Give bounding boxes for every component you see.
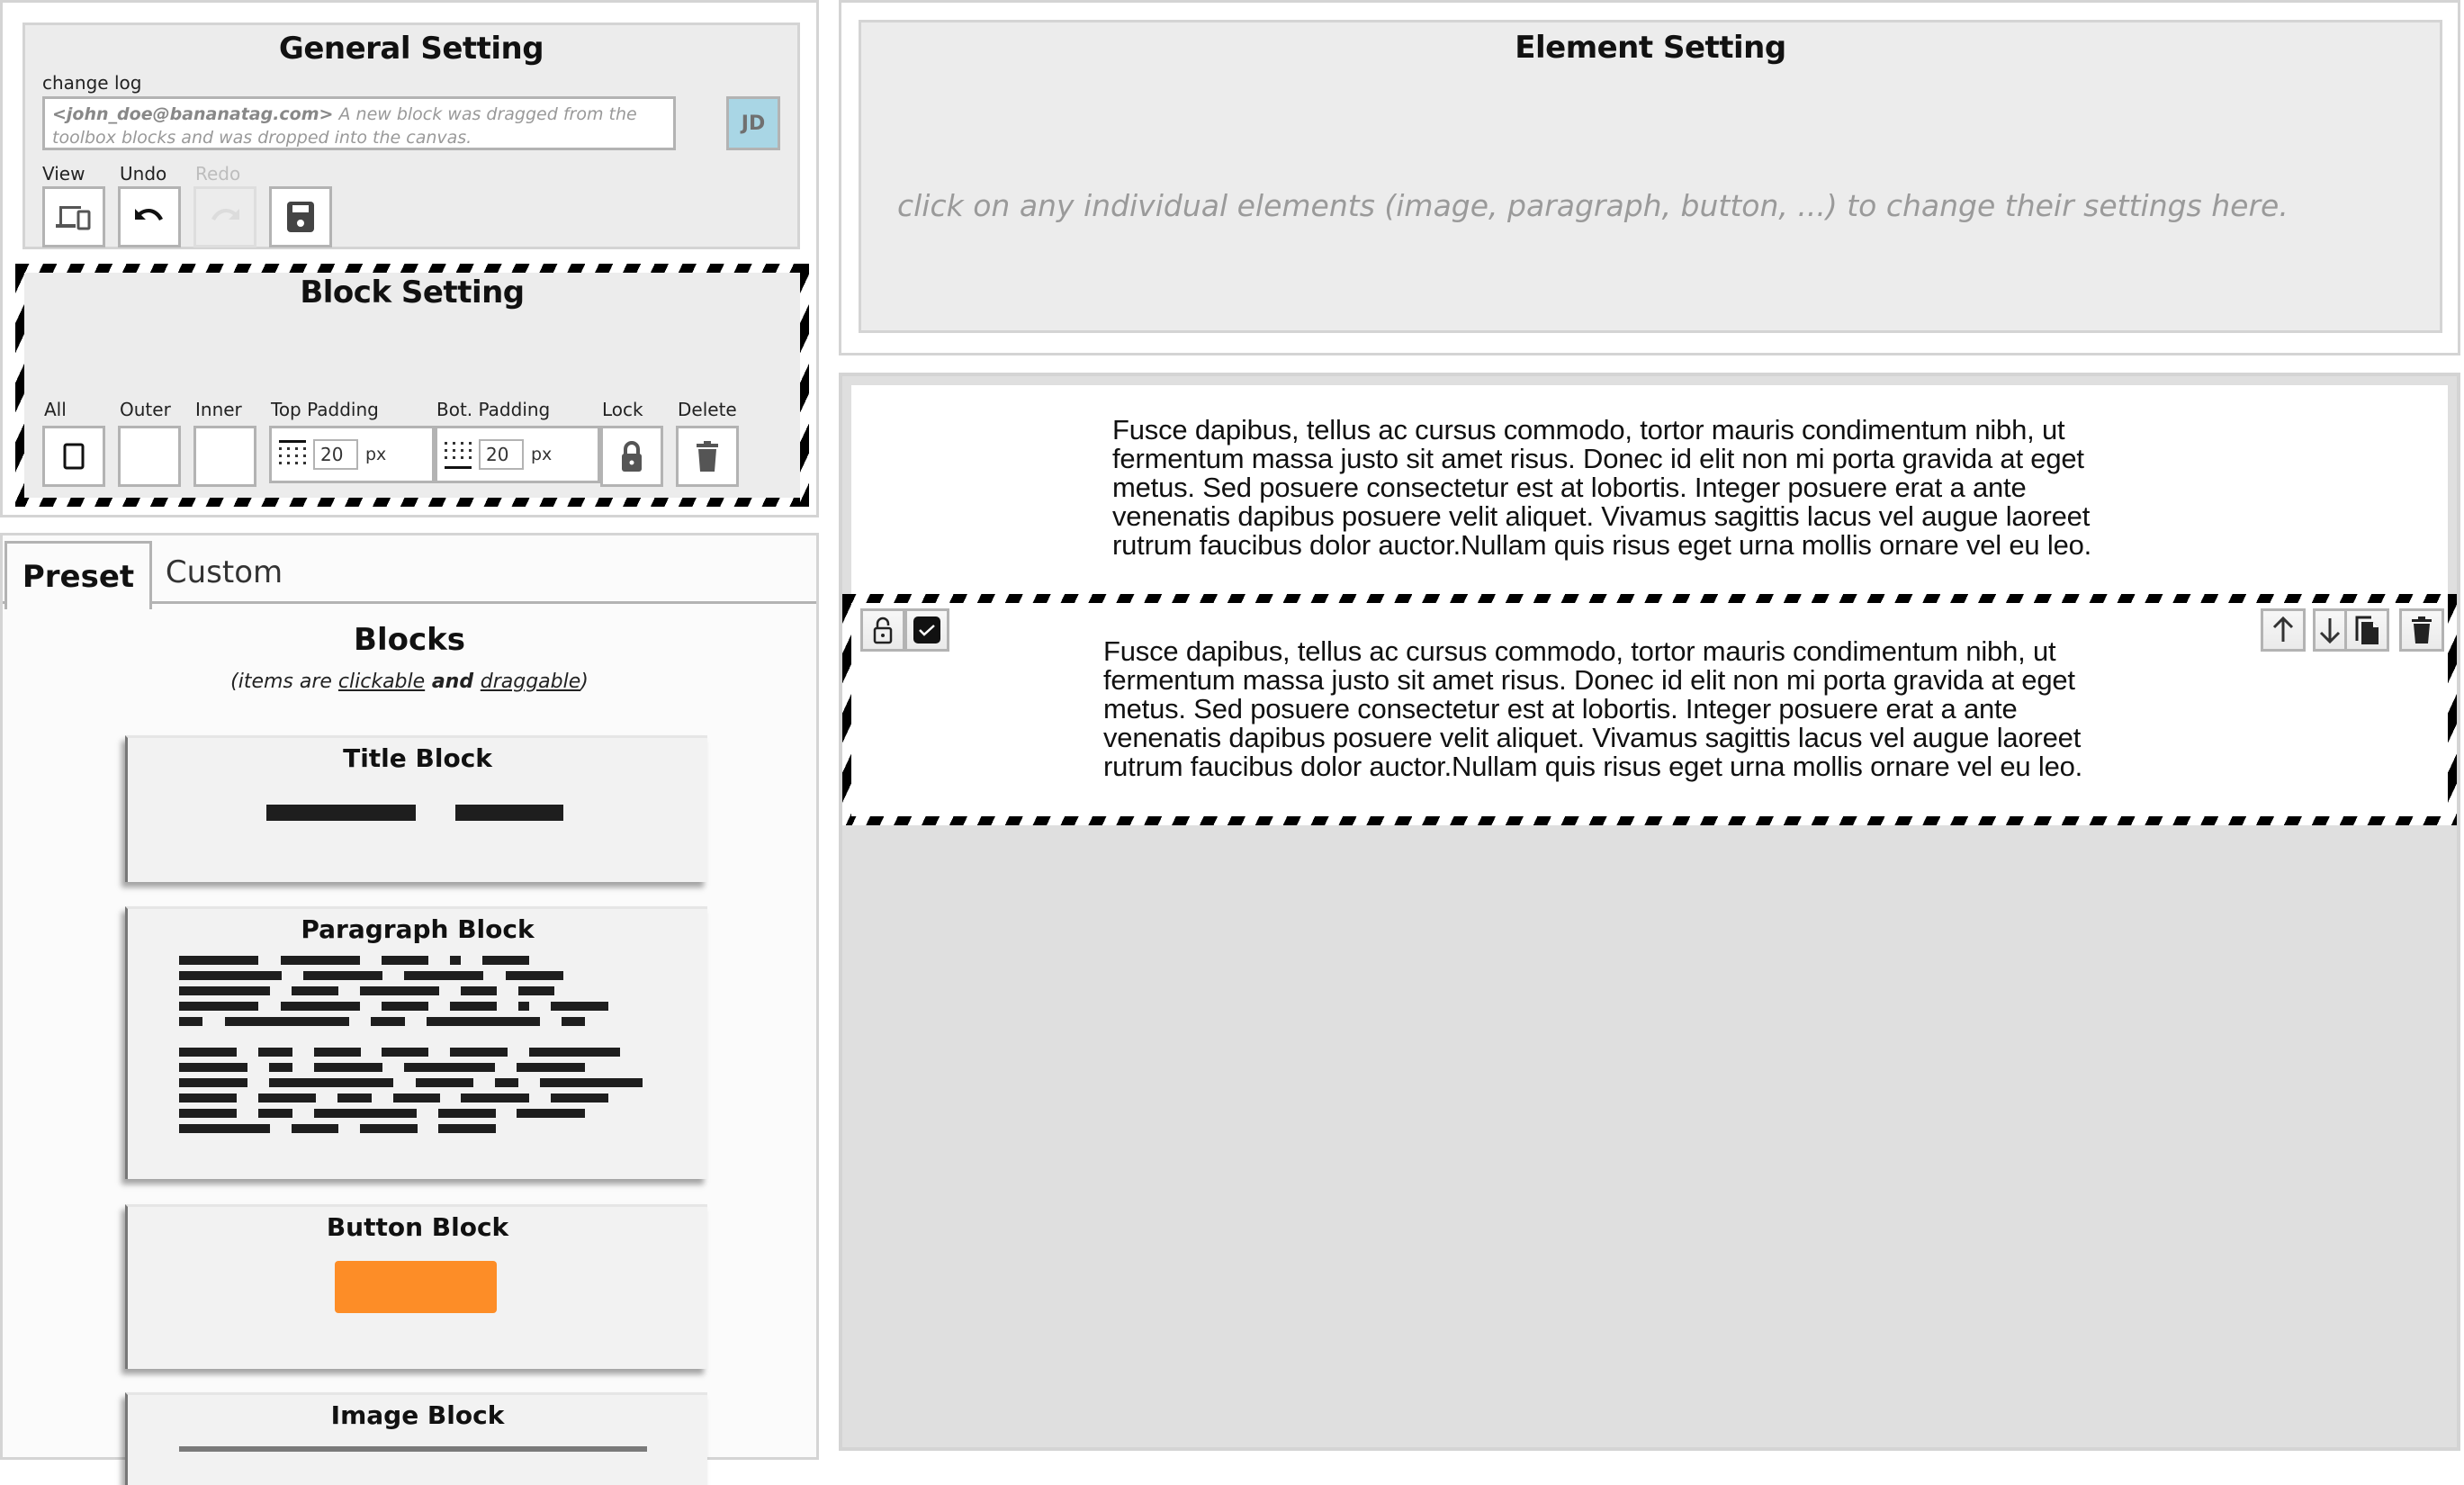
bot-padding-input[interactable]: 20 — [479, 439, 524, 470]
button-block-card[interactable] — [125, 1204, 707, 1369]
save-button[interactable] — [269, 186, 332, 248]
save-icon — [287, 202, 314, 232]
redo-label: Redo — [195, 163, 241, 184]
card-title: Button Block — [326, 1212, 509, 1242]
block-select-checkbox[interactable] — [904, 608, 949, 652]
element-setting-title: Element Setting — [1515, 30, 1786, 66]
change-log-label: change log — [42, 72, 142, 94]
dashed-border-top — [15, 264, 809, 273]
selection-border-right — [2448, 594, 2457, 825]
border-inner-button[interactable] — [193, 426, 256, 487]
paragraph-text[interactable]: Fusce dapibus, tellus ac cursus commodo, tortor mauris condimentum nibh, ut fermentum massa justo sit amet risus. Donec id elit non mi porta gravida at eget metus. Sed posuere consectetur est at lobortis. Integer posuere erat a ante venenatis dapibus posuere velit aliquet. Vivamus sagittis lacus vel augue laoreet rutrum faucibus dolor auctor.Nullam quis risus eget urna mollis ornare vel eu leo. — [1112, 414, 2092, 561]
bot-padding-label: Bot. Padding — [436, 399, 551, 420]
paragraph-block-card[interactable] — [125, 906, 707, 1179]
blocks-heading: Blocks — [354, 622, 465, 658]
canvas-block[interactable] — [851, 385, 2448, 594]
canvas-block-selected[interactable] — [842, 594, 2457, 825]
subtitle-draggable: draggable — [480, 670, 581, 693]
block-setting-section — [15, 264, 809, 507]
border-all-button[interactable] — [42, 426, 105, 487]
delete-block-button[interactable] — [676, 426, 739, 487]
top-padding-label: Top Padding — [271, 399, 379, 420]
view-label: View — [42, 163, 85, 184]
view-button[interactable] — [42, 186, 105, 248]
devices-icon — [56, 202, 92, 231]
lock-icon — [620, 440, 643, 472]
all-label: All — [44, 399, 67, 420]
title-placeholder-bar — [455, 805, 563, 821]
selection-border-left — [842, 594, 851, 825]
subtitle-suffix: ) — [580, 670, 589, 693]
unlock-icon — [873, 616, 893, 644]
border-all-icon — [63, 443, 85, 470]
dashed-border-bottom — [15, 498, 809, 507]
lock-label: Lock — [602, 399, 643, 420]
redo-button[interactable] — [193, 186, 256, 248]
duplicate-button[interactable] — [2344, 608, 2389, 652]
change-log-message: A new block was dragged from the toolbox blocks and was dropped into the canvas. — [52, 104, 637, 148]
block-setting-title: Block Setting — [300, 274, 525, 310]
undo-label: Undo — [120, 163, 167, 184]
image-block-card[interactable] — [125, 1392, 707, 1485]
arrow-up-icon — [2271, 616, 2295, 644]
subtitle-clickable: clickable — [337, 670, 426, 693]
top-padding-control — [269, 426, 435, 483]
toolbox-panel — [0, 533, 819, 1460]
title-placeholder-bar — [266, 805, 416, 821]
redo-icon — [209, 205, 241, 229]
element-setting-hint: click on any individual elements (image, paragraph, button, ...) to change their settings here. — [897, 188, 2289, 223]
selection-border-top — [842, 594, 2457, 603]
trash-icon — [2412, 616, 2432, 644]
checkbox-checked-icon — [913, 616, 940, 644]
lock-button[interactable] — [600, 426, 663, 487]
button-preview — [335, 1261, 497, 1313]
move-down-button[interactable] — [2313, 608, 2347, 652]
paragraph-text[interactable]: Fusce dapibus, tellus ac cursus commodo, tortor mauris condimentum nibh, ut fermentum massa justo sit amet risus. Donec id elit non mi porta gravida at eget metus. Sed posuere consectetur est at lobortis. Integer posuere erat a ante venenatis dapibus posuere velit aliquet. Vivamus sagittis lacus vel augue laoreet rutrum faucibus dolor auctor.Nullam quis risus eget urna mollis ornare vel eu leo. — [1103, 635, 2083, 782]
canvas — [839, 373, 2460, 1451]
trash-icon — [697, 441, 718, 472]
padding-top-icon — [279, 440, 306, 469]
card-title: Title Block — [343, 743, 492, 773]
subtitle-prefix: (items are — [230, 670, 338, 693]
arrow-down-icon — [2318, 616, 2342, 644]
tab-custom[interactable]: Custom — [165, 554, 283, 590]
move-up-button[interactable] — [2261, 608, 2306, 652]
selection-border-bottom — [842, 816, 2457, 825]
border-outer-button[interactable] — [118, 426, 181, 487]
subtitle-and: and — [425, 670, 481, 693]
general-setting-title: General Setting — [278, 31, 544, 67]
element-setting-panel — [839, 0, 2460, 356]
outer-label: Outer — [120, 399, 171, 420]
undo-icon — [133, 205, 166, 229]
settings-panel — [0, 0, 819, 518]
bot-padding-unit: px — [531, 445, 553, 464]
element-setting-section — [859, 20, 2442, 333]
change-log-user: <john_doe@bananatag.com> — [52, 104, 334, 124]
blocks-subtitle — [3, 670, 816, 693]
card-title: Image Block — [330, 1400, 505, 1430]
top-padding-input[interactable]: 20 — [313, 439, 358, 470]
delete-label: Delete — [678, 399, 737, 420]
card-title: Paragraph Block — [301, 914, 535, 944]
duplicate-icon — [2353, 614, 2380, 646]
bot-padding-control — [435, 426, 600, 483]
block-lock-toggle[interactable] — [860, 608, 905, 652]
inner-label: Inner — [195, 399, 242, 420]
tab-preset[interactable]: Preset — [4, 541, 152, 609]
padding-bottom-icon — [445, 440, 472, 469]
change-log-field[interactable] — [42, 96, 676, 150]
top-padding-unit: px — [365, 445, 387, 464]
user-avatar[interactable]: JD — [726, 96, 780, 150]
toolbox-tab-bar — [3, 536, 816, 604]
image-placeholder — [179, 1446, 647, 1452]
delete-canvas-block-button[interactable] — [2399, 608, 2444, 652]
title-block-card[interactable] — [125, 735, 707, 882]
undo-button[interactable] — [118, 186, 181, 248]
